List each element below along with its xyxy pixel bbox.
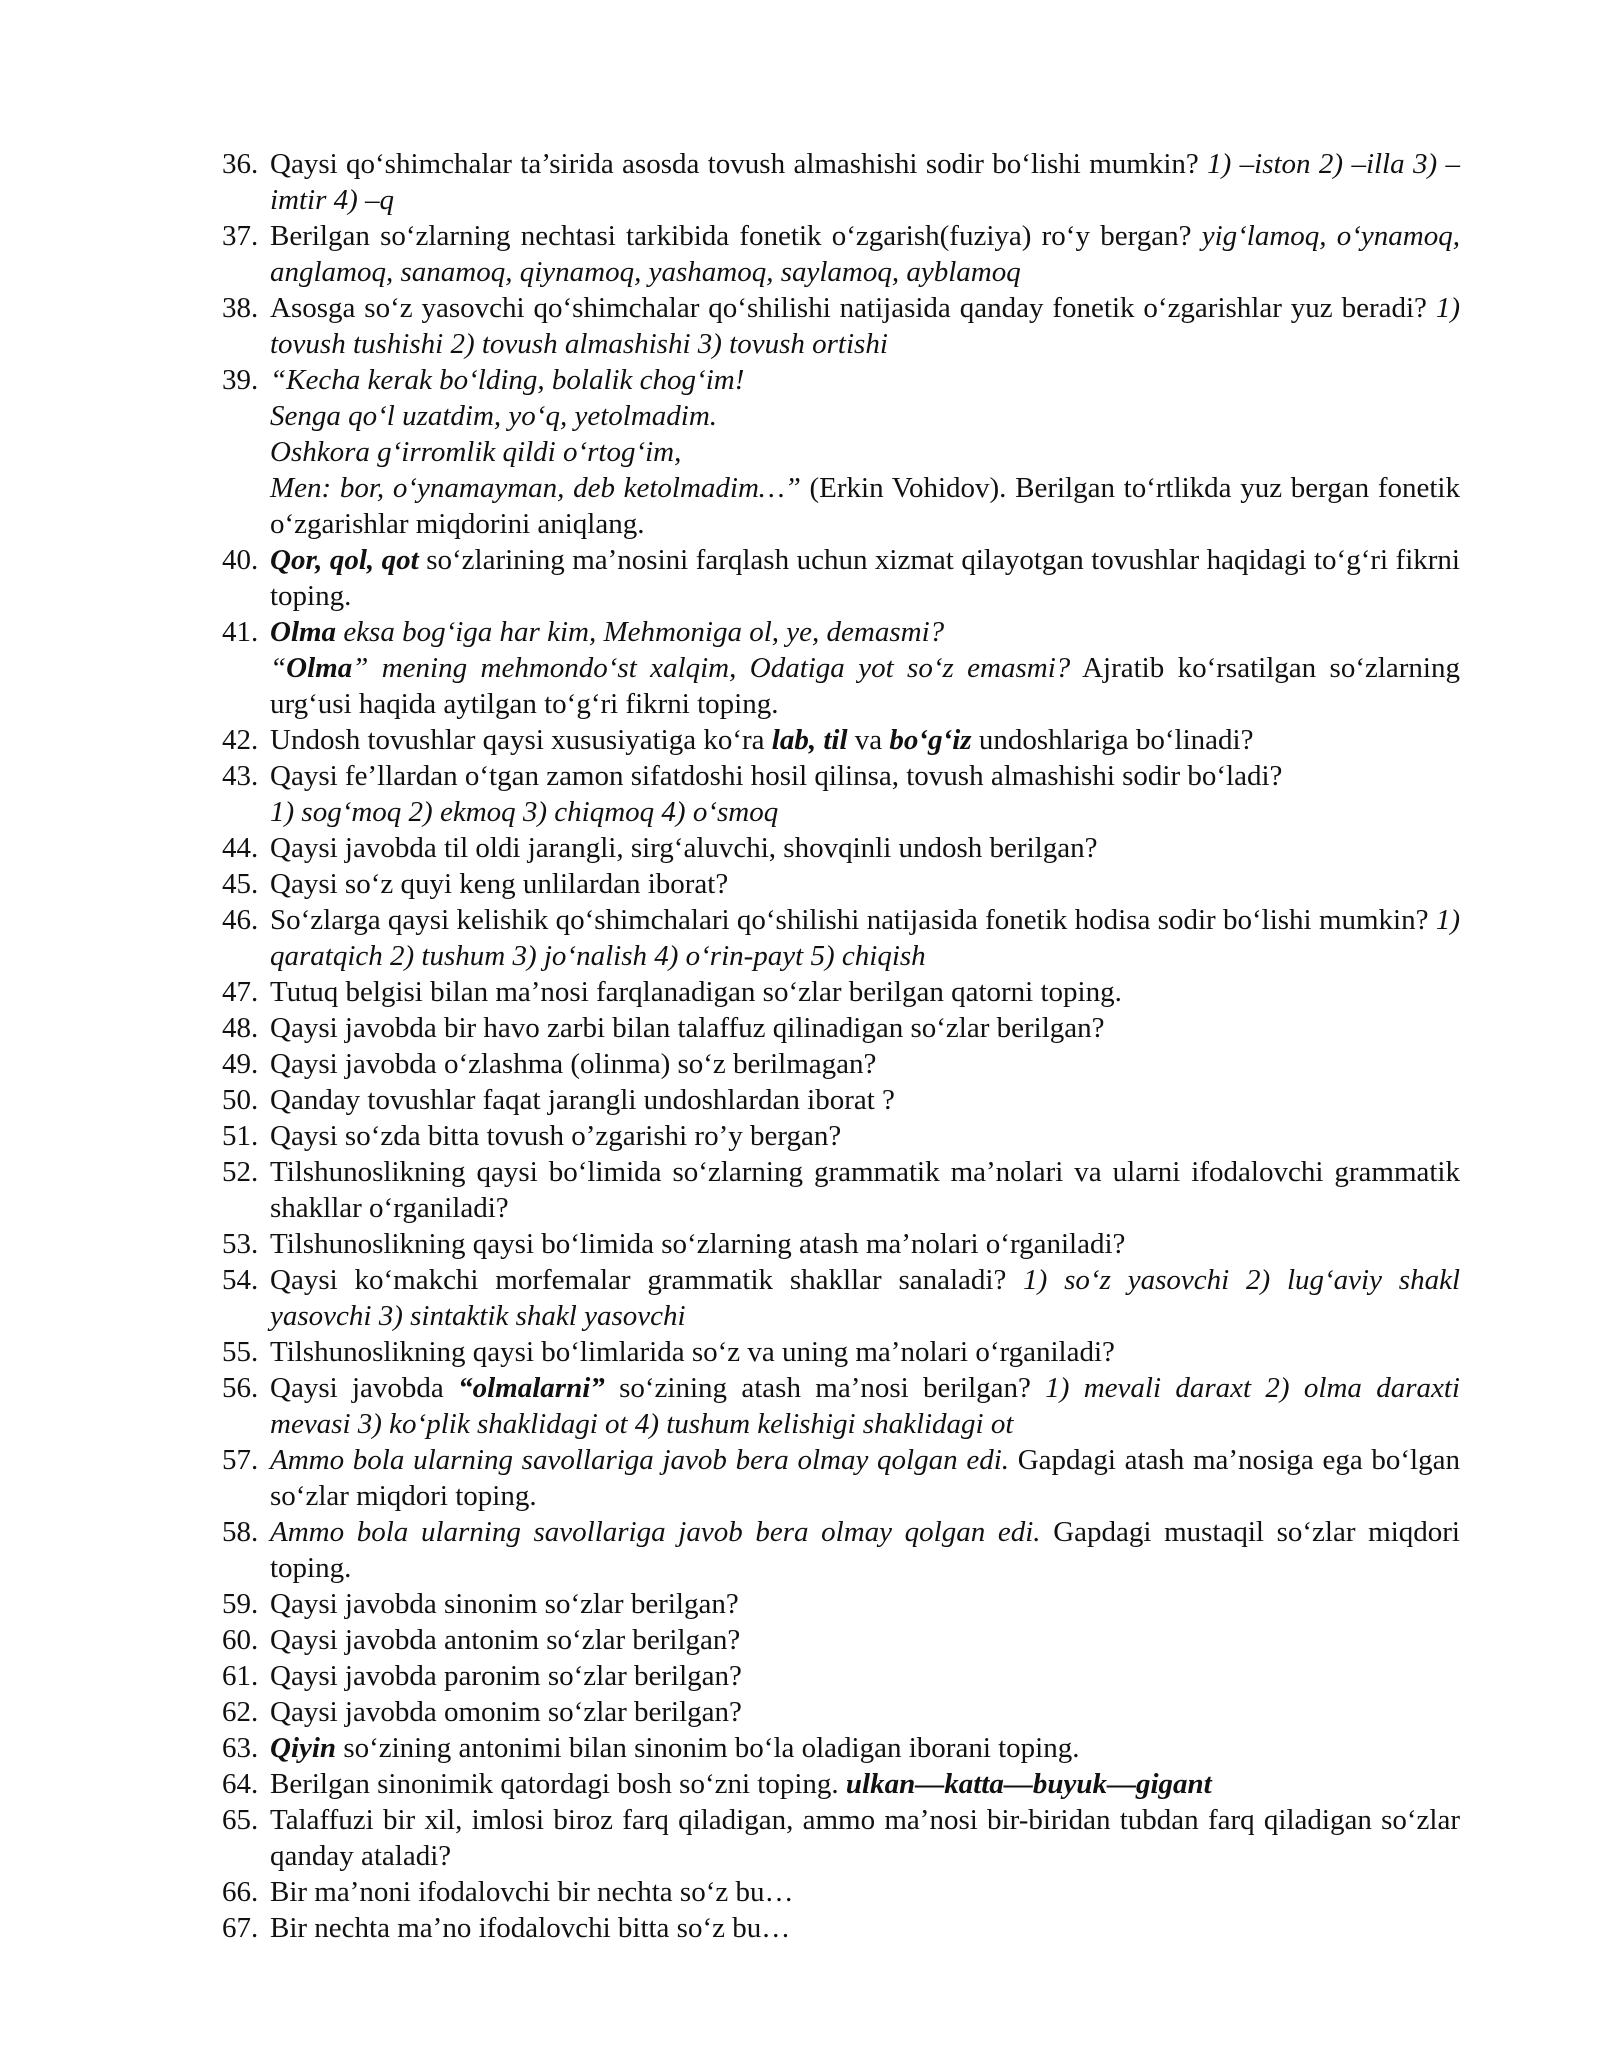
question-text: (Erkin Vohidov). Berilgan to‘rtlikda yuz bergan fonetik o‘zgarishlar miqdorini aniqlang. xyxy=(270,472,1460,540)
question-text: Tilshunoslikning qaysi bo‘limida so‘zlarning grammatik ma’nolari va ularni ifodalovchi grammatik shakllar o‘rganiladi? xyxy=(270,1156,1460,1224)
question-text: Qaysi javobda antonim so‘zlar berilgan? xyxy=(270,1624,741,1656)
question-text: Qaysi javobda til oldi jarangli, sirg‘aluvchi, shovqinli undosh berilgan? xyxy=(270,832,1098,864)
italic-text: “Kecha kerak bo‘lding, bolalik chog‘im! xyxy=(270,364,745,396)
question-text: So‘zlarga qaysi kelishik qo‘shimchalari qo‘shilishi natijasida fonetik hodisa sodir bo‘lishi mumkin? xyxy=(270,904,1436,936)
question-body xyxy=(270,974,1460,1010)
question-text: Qaysi javobda sinonim so‘zlar berilgan? xyxy=(270,1588,739,1620)
question-body xyxy=(270,1514,1460,1586)
emphasized-text: “olmalarni” xyxy=(458,1372,605,1404)
question-number: 55. xyxy=(222,1336,259,1368)
question-text: Qaysi javobda bir havo zarbi bilan talaffuz qilinadigan so‘zlar berilgan? xyxy=(270,1012,1105,1044)
question-body xyxy=(270,1154,1460,1226)
question-item xyxy=(222,722,1460,758)
question-number: 39. xyxy=(222,364,259,396)
italic-text: 1) mevali daraxt 2) olma daraxti mevasi 3) ko‘plik shaklidagi ot 4) tushum kelishigi shaklidagi ot xyxy=(270,1372,1460,1440)
question-text: Tilshunoslikning qaysi bo‘limlarida so‘z va uning ma’nolari o‘rganiladi? xyxy=(270,1336,1115,1368)
question-item xyxy=(222,1370,1460,1442)
question-number: 63. xyxy=(222,1732,259,1764)
question-text: Qanday tovushlar faqat jarangli undoshlardan iborat ? xyxy=(270,1084,895,1116)
question-body xyxy=(270,1010,1460,1046)
question-number: 46. xyxy=(222,904,259,936)
question-number: 60. xyxy=(222,1624,259,1656)
question-body xyxy=(270,830,1460,866)
question-number: 64. xyxy=(222,1768,259,1800)
question-item xyxy=(222,1586,1460,1622)
question-body xyxy=(270,290,1460,362)
question-text: Ajratib ko‘rsatilgan so‘zlarning urg‘usi haqida aytilgan to‘g‘ri fikrni toping. xyxy=(270,652,1460,720)
question-item xyxy=(222,902,1460,974)
italic-text: Men: bor, o‘ynamayman, deb ketolmadim…” xyxy=(270,472,801,504)
question-number: 38. xyxy=(222,292,259,324)
question-number: 65. xyxy=(222,1804,259,1836)
question-body xyxy=(270,1226,1460,1262)
italic-text: 1) so‘z yasovchi 2) lug‘aviy shakl yasovchi 3) sintaktik shakl yasovchi xyxy=(270,1264,1460,1332)
italic-text: Ammo bola ularning savollariga javob bera olmay qolgan edi. xyxy=(270,1444,1009,1476)
question-text: Gapdagi atash ma’nosiga ega bo‘lgan so‘zlar miqdori toping. xyxy=(270,1444,1460,1512)
question-item xyxy=(222,758,1460,830)
question-body xyxy=(270,722,1460,758)
question-body xyxy=(270,1658,1460,1694)
question-body xyxy=(270,1442,1460,1514)
question-item xyxy=(222,542,1460,614)
question-number: 41. xyxy=(222,616,259,648)
question-text: Qaysi javobda omonim so‘zlar berilgan? xyxy=(270,1696,742,1728)
question-line xyxy=(270,398,1460,434)
question-body xyxy=(270,1874,1460,1910)
question-number: 43. xyxy=(222,760,259,792)
question-item xyxy=(222,1766,1460,1802)
italic-text: 1) –iston 2) –illa 3) –imtir 4) –q xyxy=(270,148,1460,216)
question-item xyxy=(222,1226,1460,1262)
question-number: 45. xyxy=(222,868,259,900)
question-text: Qaysi so‘zda bitta tovush o’zgarishi ro’y bergan? xyxy=(270,1120,842,1152)
question-item xyxy=(222,1694,1460,1730)
question-item xyxy=(222,362,1460,542)
emphasized-text: Qor, qol, qot xyxy=(270,544,419,576)
question-body xyxy=(270,1766,1460,1802)
italic-text: yig‘lamoq, o‘ynamoq, anglamoq, sanamoq, qiynamoq, yashamoq, saylamoq, ayblamoq xyxy=(270,220,1461,288)
question-number: 56. xyxy=(222,1372,259,1404)
italic-text: Ammo bola ularning savollariga javob bera olmay qolgan edi. xyxy=(270,1516,1041,1548)
question-line xyxy=(270,758,1460,794)
question-body xyxy=(270,1334,1460,1370)
italic-text: eksa bog‘iga har kim, Mehmoniga ol, ye, demasmi? xyxy=(336,616,945,648)
question-text: Asosga so‘z yasovchi qo‘shimchalar qo‘shilishi natijasida qanday fonetik o‘zgarishlar yuz beradi? xyxy=(270,292,1436,324)
question-body xyxy=(270,146,1460,218)
emphasized-text: Qiyin xyxy=(270,1732,337,1764)
italic-text: Oshkora g‘irromlik qildi o‘rtog‘im, xyxy=(270,436,682,468)
question-body xyxy=(270,1118,1460,1154)
question-body xyxy=(270,758,1460,830)
question-number: 51. xyxy=(222,1120,259,1152)
question-text: Qaysi javobda o‘zlashma (olinma) so‘z berilmagan? xyxy=(270,1048,877,1080)
question-text: Qaysi qo‘shimchalar ta’sirida asosda tovush almashishi sodir bo‘lishi mumkin? xyxy=(270,148,1208,180)
question-number: 57. xyxy=(222,1444,259,1476)
question-number: 59. xyxy=(222,1588,259,1620)
emphasized-text: Olma xyxy=(270,616,337,648)
question-number: 47. xyxy=(222,976,259,1008)
question-text: Gapdagi mustaqil so‘zlar miqdori toping. xyxy=(270,1516,1460,1584)
question-number: 36. xyxy=(222,148,259,180)
question-line xyxy=(270,794,1460,830)
question-number: 52. xyxy=(222,1156,259,1188)
question-item xyxy=(222,1262,1460,1334)
italic-text: 1) qaratqich 2) tushum 3) jo‘nalish 4) o‘rin-payt 5) chiqish xyxy=(270,904,1460,972)
question-number: 66. xyxy=(222,1876,259,1908)
question-text: Berilgan so‘zlarning nechtasi tarkibida fonetik o‘zgarish(fuziya) ro‘y bergan? xyxy=(270,220,1202,252)
question-text: Qaysi fe’llardan o‘tgan zamon sifatdoshi hosil qilinsa, tovush almashishi sodir bo‘ladi? xyxy=(270,760,1283,792)
question-body xyxy=(270,1586,1460,1622)
question-text: Qaysi javobda paronim so‘zlar berilgan? xyxy=(270,1660,742,1692)
question-line xyxy=(270,470,1460,542)
italic-text: “ xyxy=(270,652,287,684)
question-number: 42. xyxy=(222,724,259,756)
question-text: Bir nechta ma’no ifodalovchi bitta so‘z bu… xyxy=(270,1912,791,1944)
question-number: 44. xyxy=(222,832,259,864)
emphasized-text: bo‘g‘iz xyxy=(889,724,972,756)
question-number: 54. xyxy=(222,1264,259,1296)
question-body xyxy=(270,614,1460,722)
question-text: Tilshunoslikning qaysi bo‘limida so‘zlarning atash ma’nolari o‘rganiladi? xyxy=(270,1228,1126,1260)
question-item xyxy=(222,1082,1460,1118)
question-body xyxy=(270,1046,1460,1082)
question-text: undoshlariga bo‘linadi? xyxy=(971,724,1254,756)
question-number: 58. xyxy=(222,1516,259,1548)
question-line xyxy=(270,434,1460,470)
question-text: Bir ma’noni ifodalovchi bir nechta so‘z bu… xyxy=(270,1876,794,1908)
question-body xyxy=(270,362,1460,542)
question-number: 37. xyxy=(222,220,259,252)
italic-text: 1) tovush tushishi 2) tovush almashishi 3) tovush ortishi xyxy=(270,292,1460,360)
question-line xyxy=(270,614,1460,650)
question-item xyxy=(222,1154,1460,1226)
question-item xyxy=(222,1334,1460,1370)
question-number: 40. xyxy=(222,544,259,576)
question-number: 61. xyxy=(222,1660,259,1692)
italic-text: 1) sog‘moq 2) ekmoq 3) chiqmoq 4) o‘smoq xyxy=(270,796,779,828)
question-body xyxy=(270,902,1460,974)
question-item xyxy=(222,1730,1460,1766)
question-item xyxy=(222,974,1460,1010)
question-item xyxy=(222,1658,1460,1694)
question-item xyxy=(222,1910,1460,1946)
question-number: 53. xyxy=(222,1228,259,1260)
question-body xyxy=(270,1802,1460,1874)
question-text: Tutuq belgisi bilan ma’nosi farqlanadigan so‘zlar berilgan qatorni toping. xyxy=(270,976,1122,1008)
question-list xyxy=(222,146,1460,1946)
question-body xyxy=(270,1694,1460,1730)
question-text: Talaffuzi bir xil, imlosi biroz farq qiladigan, ammo ma’nosi bir-biridan tubdan farq qiladigan so‘zlar qanday ataladi? xyxy=(270,1804,1460,1872)
question-item xyxy=(222,146,1460,218)
question-text: va xyxy=(847,724,890,756)
question-line xyxy=(270,362,1460,398)
question-line xyxy=(270,650,1460,722)
question-item xyxy=(222,1622,1460,1658)
question-number: 48. xyxy=(222,1012,259,1044)
question-text: Berilgan sinonimik qatordagi bosh so‘zni toping. xyxy=(270,1768,846,1800)
question-item xyxy=(222,1802,1460,1874)
question-body xyxy=(270,866,1460,902)
question-number: 62. xyxy=(222,1696,259,1728)
question-item xyxy=(222,830,1460,866)
question-text: so‘zining atash ma’nosi berilgan? xyxy=(604,1372,1046,1404)
question-item xyxy=(222,1874,1460,1910)
question-text: Qaysi ko‘makchi morfemalar grammatik shakllar sanaladi? xyxy=(270,1264,1024,1296)
question-number: 49. xyxy=(222,1048,259,1080)
question-item xyxy=(222,614,1460,722)
question-text: Qaysi so‘z quyi keng unlilardan iborat? xyxy=(270,868,729,900)
question-item xyxy=(222,1046,1460,1082)
question-body xyxy=(270,1730,1460,1766)
question-item xyxy=(222,866,1460,902)
question-item xyxy=(222,1514,1460,1586)
question-text: Qaysi javobda xyxy=(270,1372,459,1404)
italic-text: ” mening mehmondo‘st xalqim, Odatiga yot so‘z emasmi? xyxy=(352,652,1071,684)
question-item xyxy=(222,1010,1460,1046)
question-item xyxy=(222,1118,1460,1154)
question-body xyxy=(270,1622,1460,1658)
question-text: Undosh tovushlar qaysi xususiyatiga ko‘ra xyxy=(270,724,772,756)
question-item xyxy=(222,290,1460,362)
question-body xyxy=(270,1370,1460,1442)
italic-text: Senga qo‘l uzatdim, yo‘q, yetolmadim. xyxy=(270,400,718,432)
question-number: 50. xyxy=(222,1084,259,1116)
question-text: so‘zining antonimi bilan sinonim bo‘la oladigan iborani toping. xyxy=(336,1732,1080,1764)
question-body xyxy=(270,542,1460,614)
emphasized-text: lab, til xyxy=(771,724,848,756)
question-number: 67. xyxy=(222,1912,259,1944)
question-body xyxy=(270,1262,1460,1334)
emphasized-text: ulkan—katta—buyuk—gigant xyxy=(845,1768,1212,1800)
question-body xyxy=(270,1082,1460,1118)
question-text: so‘zlarining ma’nosini farqlash uchun xizmat qilayotgan tovushlar haqidagi to‘g‘ri fikrni toping. xyxy=(270,544,1460,612)
question-body xyxy=(270,1910,1460,1946)
question-item xyxy=(222,218,1460,290)
emphasized-text: Olma xyxy=(286,652,353,684)
question-item xyxy=(222,1442,1460,1514)
question-body xyxy=(270,218,1460,290)
